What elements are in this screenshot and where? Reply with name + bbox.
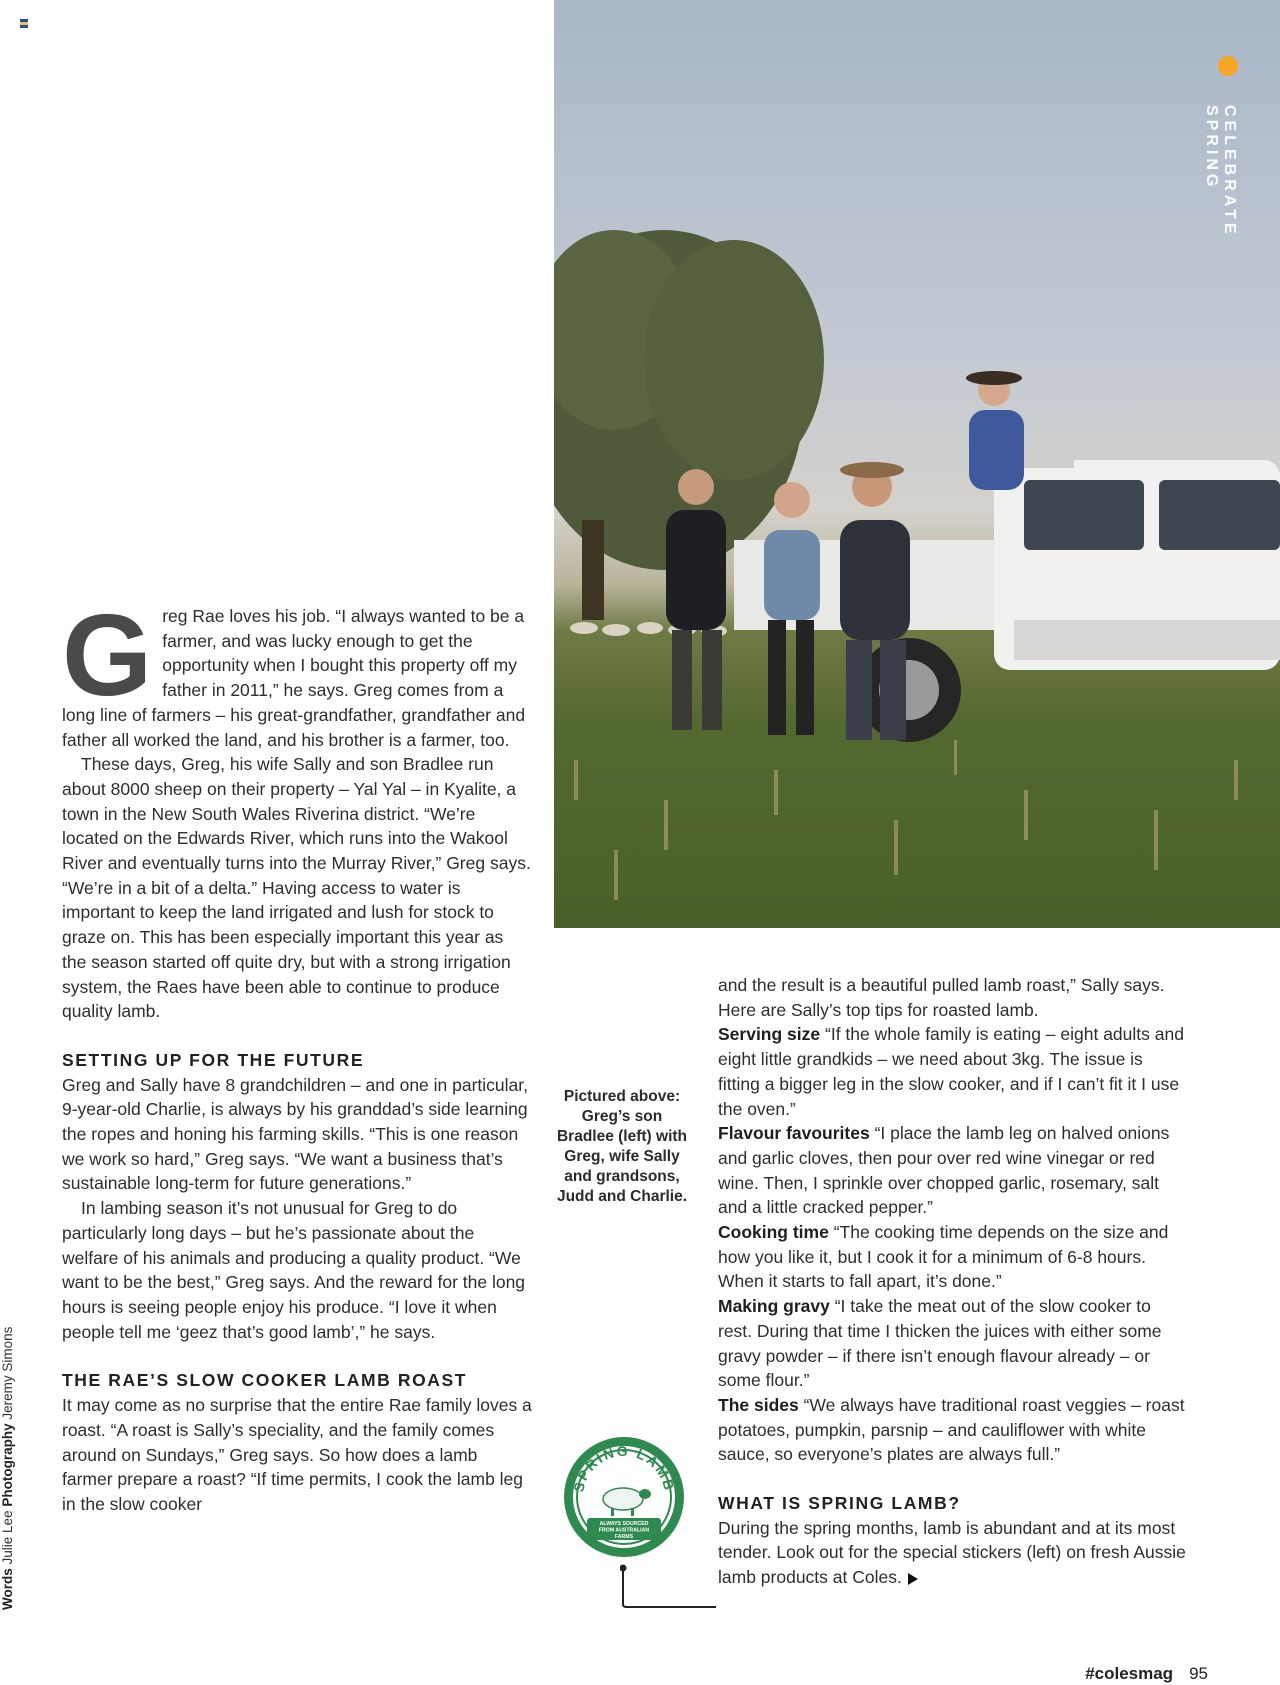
caption-body: Greg’s son Bradlee (left) with Greg, wife Sally and grandsons, Judd and Charlie. <box>556 1108 688 1205</box>
photo-credits: Words Julie Lee Photography Jeremy Simons <box>0 1326 15 1610</box>
tip-label: The sides <box>718 1394 799 1415</box>
tip-label: Cooking time <box>718 1222 829 1243</box>
hero-photo <box>554 0 1280 928</box>
section-heading-spring-lamb: WHAT IS SPRING LAMB? <box>718 1493 961 1514</box>
badge-line-3: FARMS <box>614 1534 634 1540</box>
corner-mark <box>20 19 28 28</box>
intro-text: reg Rae loves his job. “I always wanted to be a farmer, and was lucky enough to get the opportunity when I bought this property off my father in 2011,” he says. Greg comes from a long line of farmers – his great-grandfather, grandfather and father all worked the land, and his brother is a farmer, too. <box>62 606 526 750</box>
right-column <box>718 973 1188 1590</box>
tip-label: Serving size <box>718 1024 821 1045</box>
spring-lamb-badge <box>563 1436 685 1558</box>
body-paragraph: It may come as no surprise that the entire Rae family loves a roast. “A roast is Sally’s speciality, and the family comes around on Sundays,” Greg says. So how does a lamb farmer prepare a roast? “If time permits, I cook the lamb leg in the slow cooker <box>62 1395 532 1514</box>
caption-lead: Pictured above: <box>563 1088 681 1105</box>
tip-serving-size: Serving size “If the whole family is eating – eight adults and eight little grandkids – we need about 3kg. The issue is fitting a bigger leg in the slow cooker, and if I can’t fit it I use the oven.” <box>718 1024 1184 1119</box>
body-paragraph: These days, Greg, his wife Sally and son Bradlee run about 8000 sheep on their property – Yal Yal – in Kyalite, a town in the New South Wales Riverina district. “We’re located on the Edwards River, which runs into the Wakool River and eventually turns into the Murray River,” Greg says. “We’re in a bit of a delta.” Having access to water is important to keep the land irrigated and lush for stock to graze on. This has been especially important this year as the season started off quite dry, but with a strong irrigation system, the Raes have been able to continue to produce quality lamb. <box>62 754 531 1022</box>
body-paragraph: During the spring months, lamb is abundant and at its most tender. Look out for the special stickers (left) on fresh Aussie lamb products at Coles. <box>718 1517 1186 1588</box>
body-paragraph: Greg and Sally have 8 grandchildren – and one in particular, 9-year-old Charlie, is always by his granddad’s side learning the ropes and honing his farming skills. “This is one reason we work so hard,” Greg says. “We want a business that’s sustainable long-term for future generations.” <box>62 1074 528 1194</box>
body-paragraph: In lambing season it’s not unusual for Greg to do particularly long days – but he’s passionate about the welfare of his animals and producing a quality product. “We want to be the best,” Greg says. And the reward for the long hours is seeing people enjoy his produce. “I love it when people tell me ‘geez that’s good lamb’,” he says. <box>62 1198 526 1342</box>
tip-flavour: Flavour favourites “I place the lamb leg on halved onions and garlic cloves, then pour over red wine vinegar or red wine. Then, I sprinkle over chopped garlic, rosemary, salt and a little cracked pepper.” <box>718 1123 1170 1218</box>
section-heading-roast: THE RAE’S SLOW COOKER LAMB ROAST <box>62 1370 468 1391</box>
tip-sides: The sides “We always have traditional roast veggies – roast potatoes, pumpkin, parsnip – and cauliflower with white sauce, so everyone’s plates are always full.” <box>718 1394 1185 1465</box>
hashtag: #colesmag <box>1085 1664 1174 1683</box>
section-label: CELEBRATE SPRING <box>1203 105 1238 238</box>
photo-illustration <box>554 0 1280 928</box>
badge-line-2: FROM AUSTRALIAN <box>598 1527 650 1534</box>
tip-label: Flavour favourites <box>718 1123 870 1144</box>
page-number: 95 <box>1189 1664 1208 1683</box>
tip-label: Making gravy <box>718 1296 830 1317</box>
badge-line-1: ALWAYS SOURCED <box>599 1521 649 1527</box>
tip-gravy: Making gravy “I take the meat out of the slow cooker to rest. During that time I thicken the juices with either some gravy powder – if there isn’t enough flavour already – or some flour.” <box>718 1296 1162 1391</box>
left-column <box>62 590 532 1517</box>
badge-title: SPRING LAMB <box>570 1442 678 1494</box>
section-heading-future: SETTING UP FOR THE FUTURE <box>62 1049 365 1070</box>
accent-dot <box>1218 56 1238 76</box>
page-footer <box>1085 1664 1208 1684</box>
drop-cap: G <box>62 590 153 720</box>
tip-cooking-time: Cooking time “The cooking time depends on the size and how you like it, but I cook it for a minimum of 6-8 hours. When it starts to fall apart, it’s done.” <box>718 1222 1169 1292</box>
intro-paragraph <box>62 590 532 752</box>
body-paragraph: and the result is a beautiful pulled lamb roast,” Sally says. Here are Sally’s top tips for roasted lamb. <box>718 975 1165 1020</box>
badge-connector-line <box>620 1564 716 1610</box>
photo-caption <box>553 1087 691 1207</box>
continue-arrow-icon <box>908 1573 918 1585</box>
